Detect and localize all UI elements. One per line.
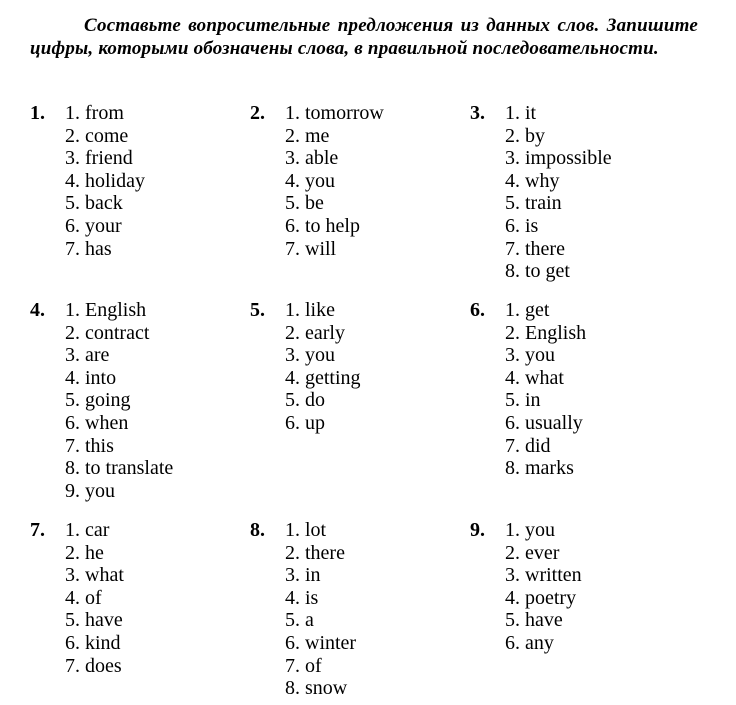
- word-item: 5. a: [285, 609, 314, 632]
- word-item: 5. going: [65, 389, 131, 412]
- word-item: 4. is: [285, 586, 319, 609]
- word-item: 2. contract: [65, 321, 150, 344]
- word-item: 8. marks: [505, 457, 574, 480]
- word-item: 2. there: [285, 541, 345, 564]
- exercise-number: 6.: [470, 299, 485, 321]
- word-list: [65, 519, 124, 677]
- word-item: 1. you: [505, 519, 555, 541]
- word-list: [285, 299, 361, 435]
- word-list: [505, 299, 586, 480]
- word-item: 2. by: [505, 124, 545, 147]
- word-item: 2. he: [65, 541, 104, 564]
- word-item: 4. getting: [285, 366, 361, 389]
- word-item: 4. you: [285, 169, 335, 192]
- word-item: 7. this: [65, 434, 114, 457]
- word-item: 6. kind: [65, 631, 121, 654]
- word-item: 1. English: [65, 299, 147, 321]
- word-item: 3. impossible: [505, 147, 612, 170]
- exercise-number: 5.: [250, 299, 265, 321]
- word-list: [285, 102, 384, 260]
- exercise-number: 3.: [470, 102, 485, 124]
- word-item: 8. to get: [505, 260, 570, 283]
- word-item: 4. into: [65, 366, 117, 389]
- word-item: 4. of: [65, 586, 102, 609]
- word-item: 1. from: [65, 102, 124, 124]
- word-item: 4. poetry: [505, 586, 577, 609]
- word-item: 8. snow: [285, 677, 348, 700]
- word-item: 2. English: [505, 321, 587, 344]
- word-item: 1. get: [505, 299, 550, 321]
- word-item: 7. did: [505, 434, 551, 457]
- word-item: 6. your: [65, 214, 122, 237]
- word-item: 6. to help: [285, 214, 360, 237]
- word-item: 6. is: [505, 214, 539, 237]
- exercise-number: 1.: [30, 102, 45, 124]
- word-item: 1. lot: [285, 519, 327, 541]
- word-item: 3. in: [285, 564, 321, 587]
- word-item: 3. you: [505, 344, 555, 367]
- exercise-number: 4.: [30, 299, 45, 321]
- word-item: 5. train: [505, 192, 562, 215]
- word-item: 1. tomorrow: [285, 102, 384, 124]
- word-item: 7. will: [285, 237, 337, 260]
- word-item: 3. you: [285, 344, 335, 367]
- word-item: 3. written: [505, 564, 582, 587]
- word-item: 8. to translate: [65, 457, 174, 480]
- word-item: 3. friend: [65, 147, 133, 170]
- exercise-number: 9.: [470, 519, 485, 541]
- word-item: 2. come: [65, 124, 129, 147]
- word-item: 7. has: [65, 237, 112, 260]
- word-item: 6. when: [65, 411, 129, 434]
- word-item: 2. ever: [505, 541, 560, 564]
- word-item: 3. able: [285, 147, 339, 170]
- word-item: 5. have: [65, 609, 123, 632]
- word-item: 5. have: [505, 609, 563, 632]
- word-item: 1. it: [505, 102, 537, 124]
- instructions-text: Составьте вопросительные предложения из данных слов. Запишите цифры, которыми обозначены слова, в правильной последовательности.: [30, 15, 698, 59]
- word-list: [65, 102, 145, 260]
- word-list: [285, 519, 356, 700]
- word-item: 2. early: [285, 321, 345, 344]
- exercise-number: 2.: [250, 102, 265, 124]
- word-item: 6. any: [505, 631, 554, 654]
- exercise-number: 7.: [30, 519, 45, 541]
- word-item: 6. up: [285, 411, 325, 434]
- word-item: 5. do: [285, 389, 325, 412]
- word-item: 7. there: [505, 237, 565, 260]
- word-item: 7. of: [285, 654, 322, 677]
- word-item: 1. car: [65, 519, 110, 541]
- word-item: 5. back: [65, 192, 123, 215]
- word-item: 7. does: [65, 654, 122, 677]
- word-item: 5. be: [285, 192, 324, 215]
- word-list: [505, 519, 582, 655]
- word-item: 9. you: [65, 479, 115, 502]
- word-item: 2. me: [285, 124, 330, 147]
- word-item: 6. winter: [285, 631, 357, 654]
- word-list: [65, 299, 173, 502]
- word-list: [505, 102, 612, 283]
- word-item: 4. why: [505, 169, 560, 192]
- word-item: 4. holiday: [65, 169, 145, 192]
- word-item: 1. like: [285, 299, 335, 321]
- word-item: 6. usually: [505, 411, 583, 434]
- word-item: 3. what: [65, 564, 124, 587]
- word-item: 4. what: [505, 366, 564, 389]
- exercise-number: 8.: [250, 519, 265, 541]
- word-item: 3. are: [65, 344, 110, 367]
- word-item: 5. in: [505, 389, 541, 412]
